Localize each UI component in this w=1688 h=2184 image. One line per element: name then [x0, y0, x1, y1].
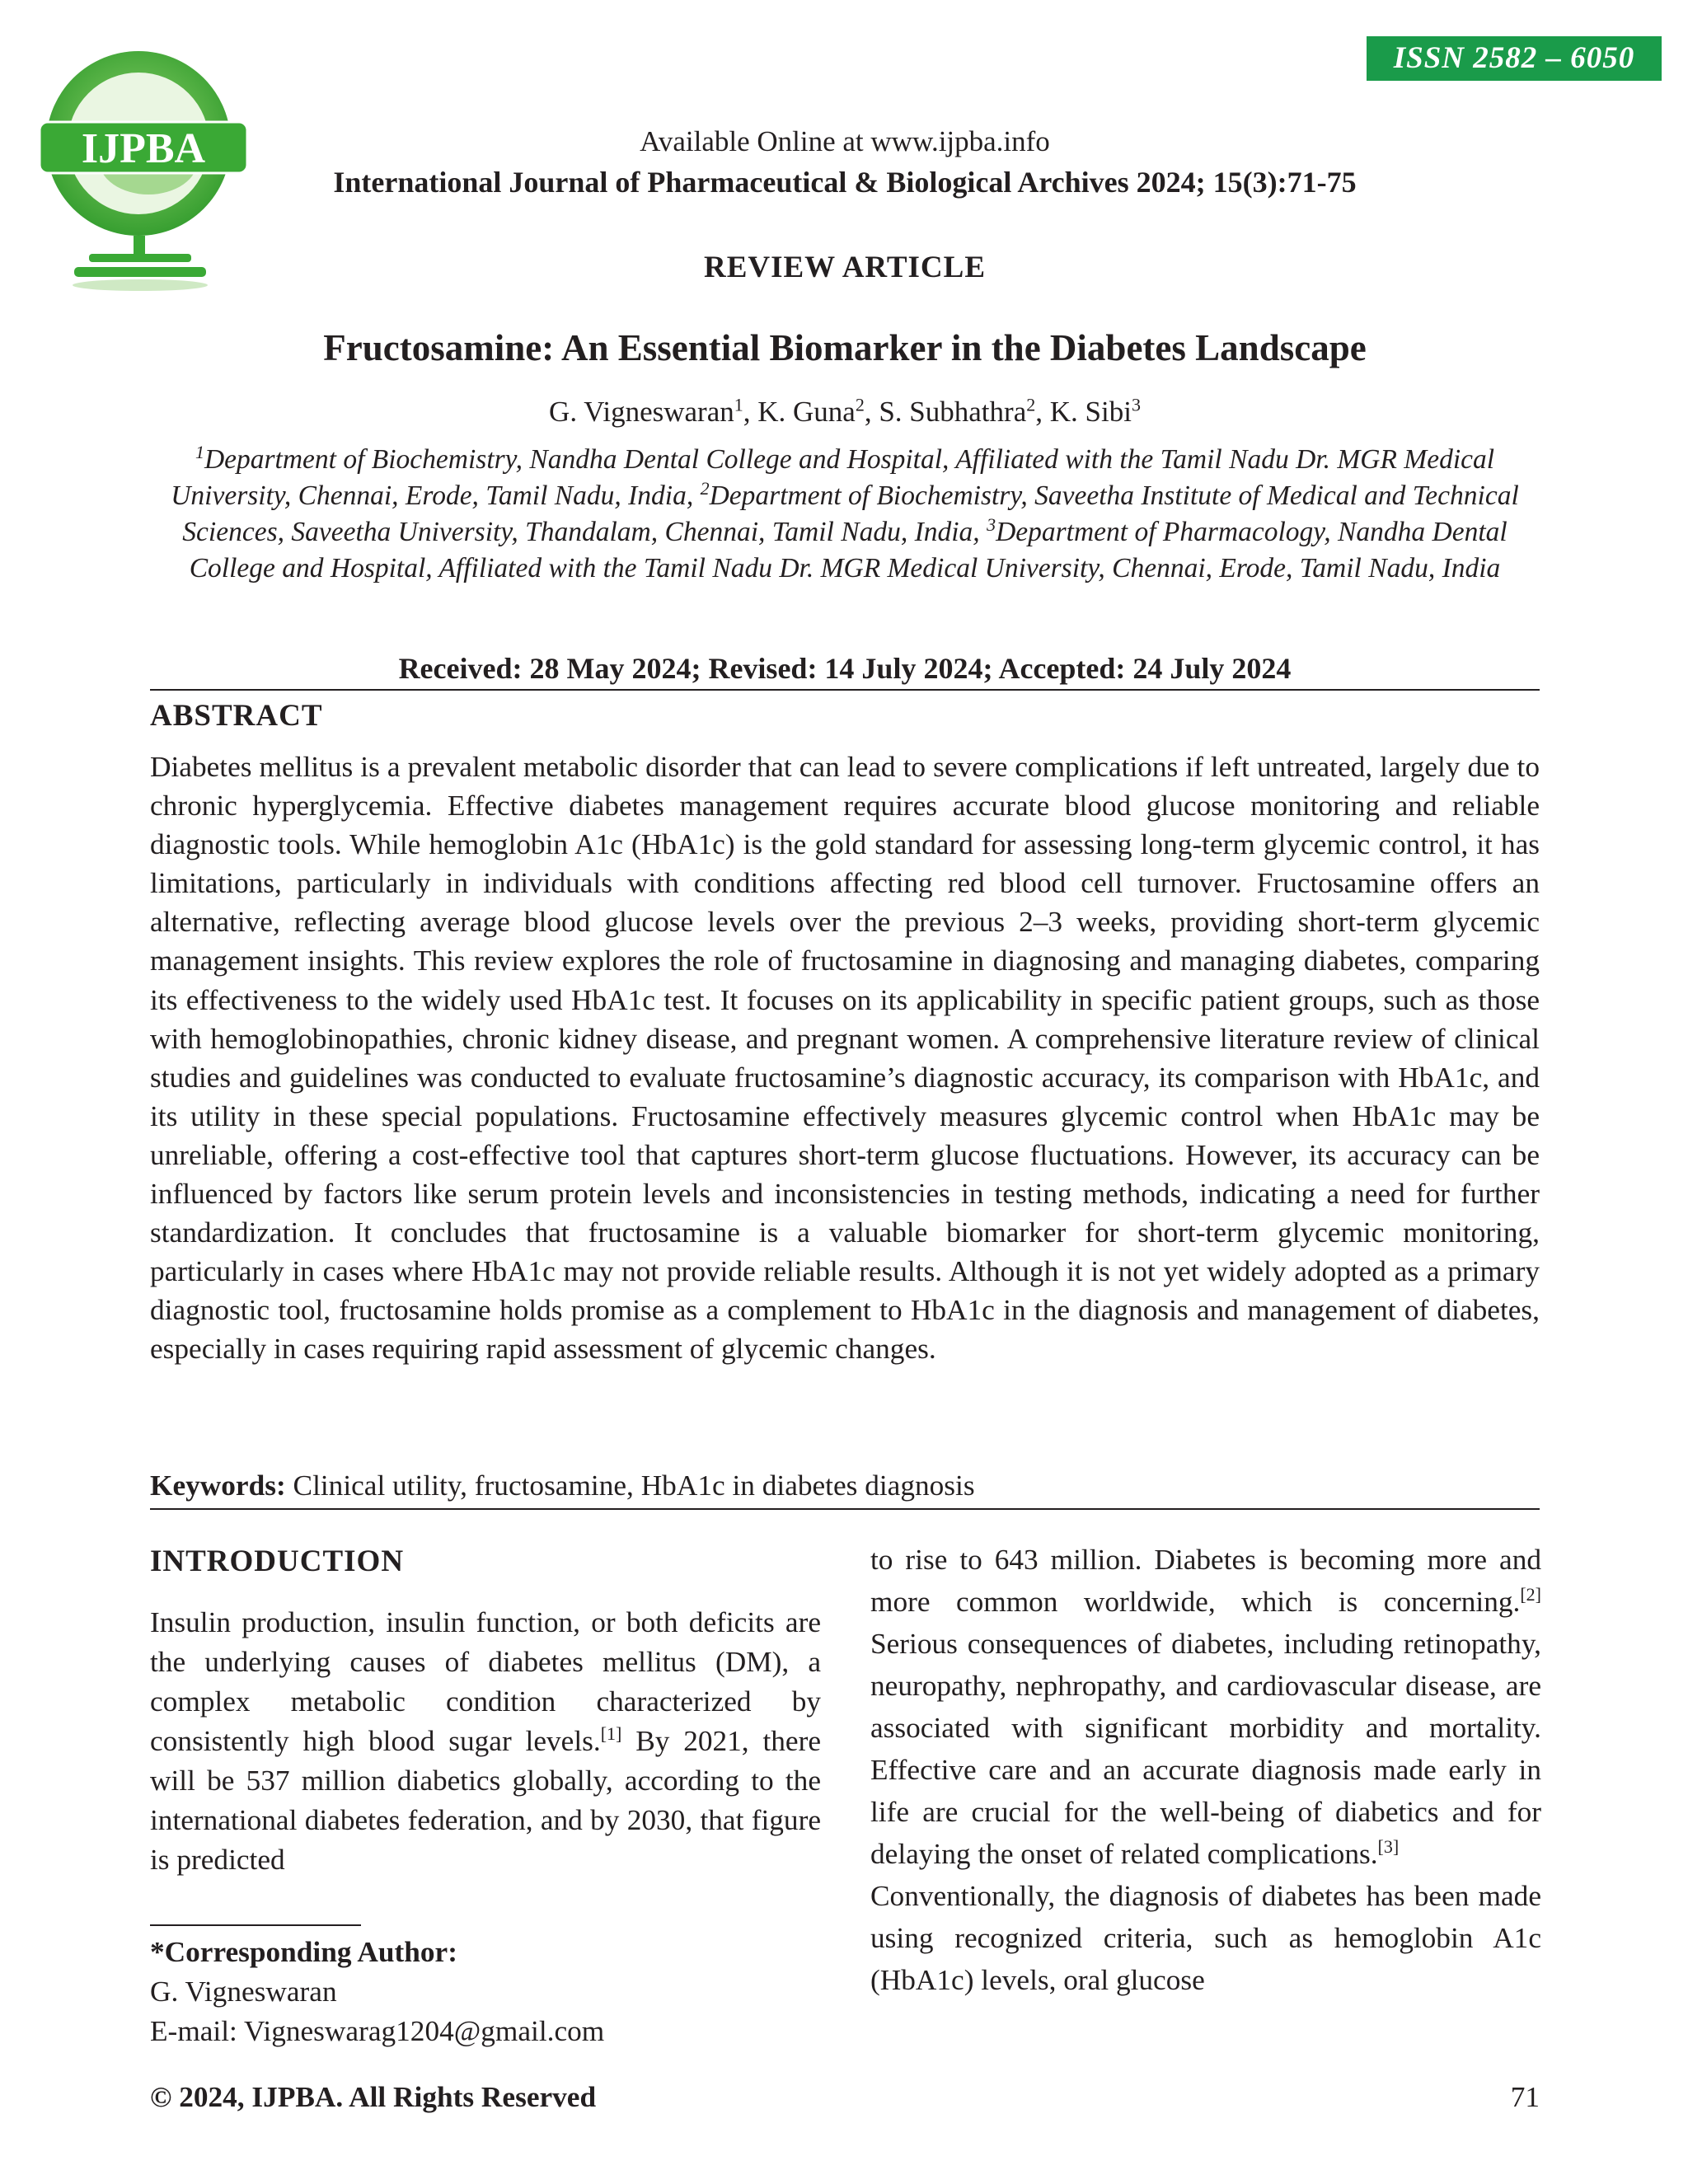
affiliation: Department of Pharmacology, Nandha Dental College and Hospital, Affiliated with the Tamil Nadu Dr. MGR Medical University, Chennai, Erode, Tamil Nadu, India [189, 517, 1507, 583]
intro-left-column [150, 1603, 821, 1880]
author-affil-mark: 1 [734, 394, 743, 415]
keywords-label: Keywords: [150, 1469, 286, 1502]
corresponding-label: *Corresponding Author: [150, 1936, 457, 1968]
intro-paragraph-2: Conventionally, the diagnosis of diabetes has been made using recognized criteria, such as hemoglobin A1c (HbA1c) levels, oral glucose [870, 1880, 1541, 1996]
affiliation: Department of Biochemistry, Nandha Dental College and Hospital, Affiliated with the Tamil Nadu Dr. MGR Medical University, Chennai, Erode, Tamil Nadu, India, [171, 444, 1495, 511]
logo-text: IJPBA [81, 125, 206, 172]
author-affil-mark: 3 [1131, 394, 1141, 415]
intro-paragraph-cont: By 2021, there will be 537 million diabetics globally, according to the international diabetes federation, and by 2030, that figure is predicted [150, 1725, 821, 1876]
journal-citation: International Journal of Pharmaceutical & Biological Archives 2024; 15(3):71-75 [333, 166, 1357, 199]
paper-title: Fructosamine: An Essential Biomarker in the Diabetes Landscape [323, 327, 1367, 368]
intro-paragraph [870, 1539, 1541, 1875]
keywords-rule [150, 1508, 1540, 1510]
citation-ref: [2] [1520, 1584, 1541, 1605]
corresponding-name: G. Vigneswaran [150, 1975, 337, 2008]
logo-stem [134, 236, 145, 254]
author-name: K. Sibi [1049, 396, 1132, 428]
footer-copyright: © 2024, IJPBA. All Rights Reserved [150, 2081, 597, 2113]
affil-mark: 3 [987, 513, 996, 535]
intro-right-column [870, 1539, 1541, 2001]
article-type: REVIEW ARTICLE [703, 251, 987, 284]
intro-text: to rise to 643 million. Diabetes is becoming more and more common worldwide, which is concerning. [870, 1544, 1541, 1618]
article-dates: Received: 28 May 2024; Revised: 14 July 2024; Accepted: 24 July 2024 [398, 652, 1292, 685]
page-number: 71 [1510, 2081, 1540, 2113]
abstract-text: Diabetes mellitus is a prevalent metabolic disorder that can lead to severe complications if left untreated, largely due to chronic hyperglycemia. Effective diabetes management requires accurate blood glucose monitoring and reliable diagnostic tools. While hemoglobin A1c (HbA1c) is the gold standard for assessing long-term glycemic control, it has limitations, particularly in individuals with conditions affecting red blood cell turnover. Fructosamine offers an alternative, reflecting average blood glucose levels over the previous 2–3 weeks, providing short-term glycemic management insights. This review explores the role of fructosamine in diagnosing and managing diabetes, comparing its effectiveness to the widely used HbA1c test. It focuses on its applicability in specific patient groups, such as those with hemoglobinopathies, chronic kidney disease, and pregnant women. A comprehensive literature review of clinical studies and guidelines was conducted to evaluate fructosamine’s diagnostic accuracy, its comparison with HbA1c, and its utility in these special populations. Fructosamine effectively measures glycemic control when HbA1c may be unreliable, offering a cost-effective tool that captures short-term glucose fluctuations. However, its accuracy can be influenced by factors like serum protein levels and inconsistencies in testing methods, indicating a need for further standardization. It concludes that fructosamine is a valuable biomarker for short-term glycemic monitoring, particularly in cases where HbA1c may not provide reliable results. Although it is not yet widely adopted as a primary diagnostic tool, fructosamine holds promise as a complement to HbA1c in the diagnosis and management of diabetes, especially in cases requiring rapid assessment of glycemic changes. [150, 751, 1540, 1366]
introduction-heading: INTRODUCTION [150, 1544, 405, 1578]
affiliations [165, 442, 1525, 587]
intro-text: Serious consequences of diabetes, including retinopathy, neuropathy, nephropathy, and cardiovascular disease, are associated with significant morbidity and mortality. Effective care and an accurate diagnosis made early in life are crucial for the well-being of diabetics and for delaying the onset of related complications. [870, 1628, 1541, 1870]
keywords [150, 1467, 975, 1505]
author-name: K. Guna [757, 396, 856, 428]
available-online: Available Online at www.ijpba.info [640, 125, 1050, 157]
dates-rule [150, 689, 1540, 691]
affil-mark: 2 [700, 477, 710, 499]
footnote-rule [150, 1924, 361, 1926]
citation-ref: [3] [1377, 1836, 1400, 1858]
author-name: G. Vigneswaran [549, 396, 734, 428]
author-affil-mark: 2 [855, 394, 865, 415]
affil-mark: 1 [195, 441, 204, 462]
keywords-text: Clinical utility, fructosamine, HbA1c in diabetes diagnosis [285, 1469, 975, 1502]
corresponding-email: E-mail: Vigneswarag1204@gmail.com [150, 2015, 605, 2047]
abstract-heading: ABSTRACT [150, 699, 323, 733]
citation-ref: [1] [600, 1723, 622, 1745]
author-list: G. Vigneswaran$^1$, K. Guna$^2$, S. Subhathra$^2$, K. Sibi$^3$ [549, 394, 1141, 428]
affiliation: Department of Biochemistry, Saveetha Institute of Medical and Technical Sciences, Saveetha University, Thandalam, Chennai, Tamil Nadu, India, [182, 480, 1519, 547]
issn-badge: ISSN 2582 – 6050 [1367, 36, 1662, 81]
intro-paragraph: Insulin production, insulin function, or both deficits are the underlying causes of diabetes mellitus (DM), a complex metabolic condition characterized by consistently high blood sugar levels. [150, 1606, 821, 1757]
author-name: S. Subhathra [879, 396, 1027, 428]
corresponding-author [150, 1933, 604, 2051]
author-affil-mark: 2 [1026, 394, 1036, 415]
